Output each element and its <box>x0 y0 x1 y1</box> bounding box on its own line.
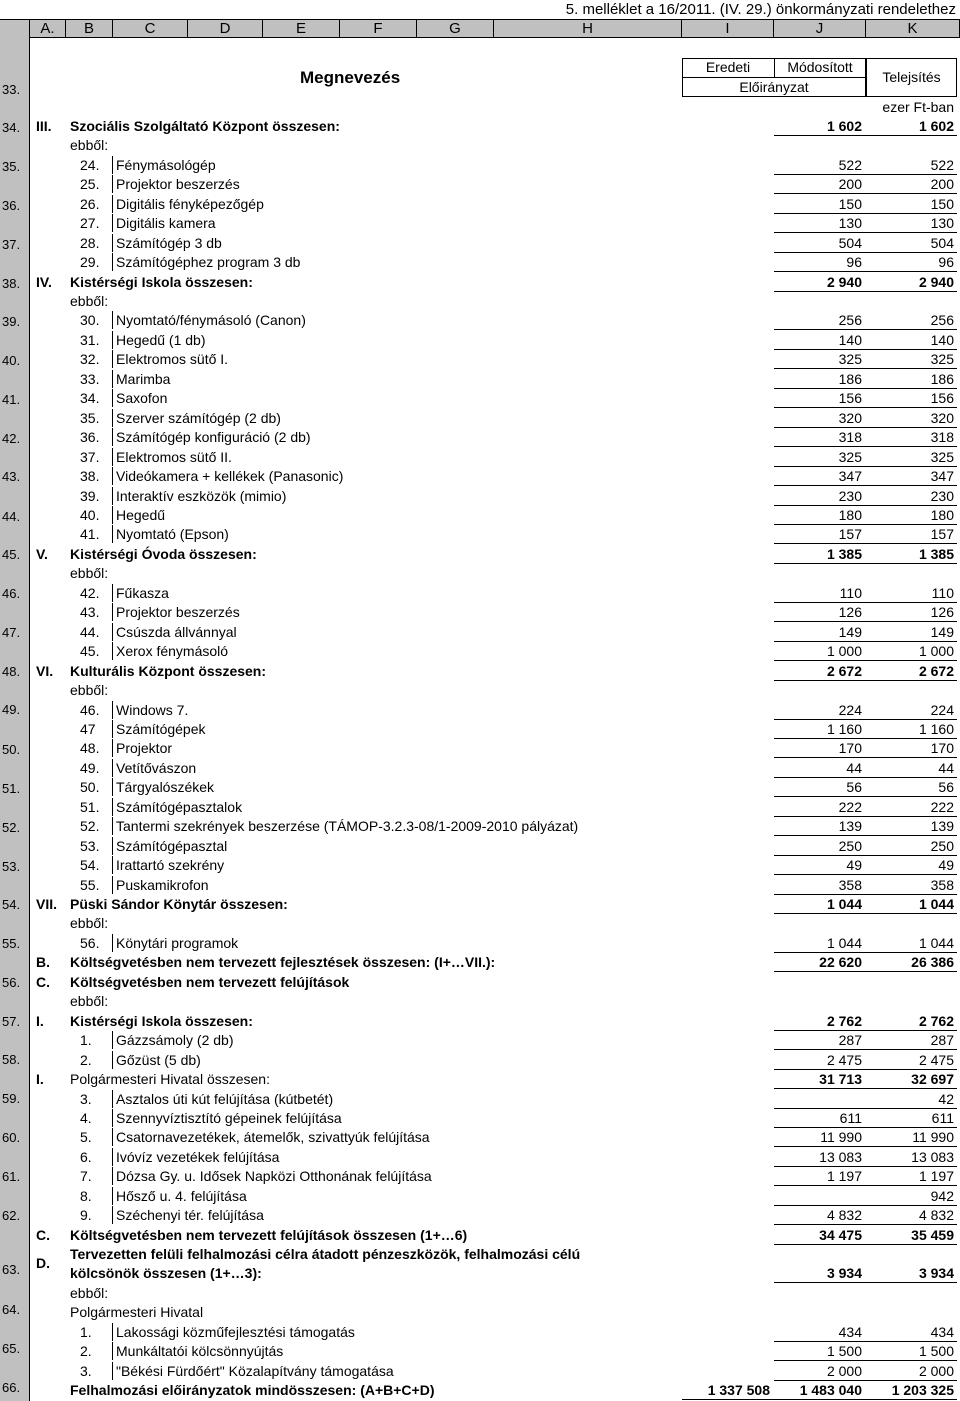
telejesites-value: 200 <box>930 176 954 192</box>
row-number[interactable]: 46. <box>2 586 21 601</box>
item-name: Költségvetésben nem tervezett fejlesztések összesen: (I+…VII.): <box>70 954 496 970</box>
telejesites-value: 1 160 <box>918 721 954 737</box>
modositott-value: 1 483 040 <box>799 1382 862 1398</box>
modositott-value: 2 762 <box>826 1013 862 1029</box>
modositott-value: 130 <box>838 215 862 231</box>
telejesites-value: 180 <box>930 507 954 523</box>
section-label: V. <box>36 546 48 562</box>
telejesites-value: 1 385 <box>918 546 954 562</box>
item-number: 47 <box>80 721 96 737</box>
telejesites-value: 1 044 <box>918 935 954 951</box>
modositott-value: 1 385 <box>826 546 862 562</box>
telejesites-value: 140 <box>930 332 954 348</box>
modositott-value: 140 <box>838 332 862 348</box>
item-name: Tervezetten felüli felhalmozási célra átadott pénzeszközök, felhalmozási célú <box>70 1246 581 1262</box>
item-name: Nyomtató/fénymásoló (Canon) <box>116 312 306 328</box>
modositott-value: 150 <box>838 196 862 212</box>
telejesites-value: 434 <box>930 1324 954 1340</box>
row-number[interactable]: 43. <box>2 469 21 484</box>
telejesites-value: 325 <box>930 351 954 367</box>
modositott-value: 4 832 <box>826 1207 862 1223</box>
item-name: Asztalos úti kút felújítása (kútbetét) <box>116 1091 334 1107</box>
item-number: 27. <box>80 215 100 231</box>
modositott-value: 287 <box>838 1032 862 1048</box>
telejesites-value: 224 <box>930 702 954 718</box>
row-number[interactable]: 47. <box>2 625 21 640</box>
item-name: Felhalmozási előirányzatok mindösszesen: (A+B+C+D) <box>70 1382 435 1398</box>
row-number[interactable]: 50. <box>2 742 21 757</box>
item-name: Projektor beszerzés <box>116 176 240 192</box>
column-header-e[interactable]: E <box>263 20 340 38</box>
modositott-value: 1 160 <box>826 721 862 737</box>
item-number: 5. <box>80 1129 92 1145</box>
item-name-cont: kölcsönök összesen (1+…3): <box>70 1265 262 1281</box>
telejesites-value: 287 <box>930 1032 954 1048</box>
telejesites-value: 325 <box>930 449 954 465</box>
item-name: Számítógépek <box>116 721 206 737</box>
column-header-j[interactable]: J <box>774 20 866 38</box>
item-number: 41. <box>80 526 100 542</box>
item-name: Csúszda állvánnyal <box>116 624 237 640</box>
telejesites-value: 150 <box>930 196 954 212</box>
modositott-value: 522 <box>838 157 862 173</box>
item-name: Szerver számítógép (2 db) <box>116 410 281 426</box>
item-number: 7. <box>80 1168 92 1184</box>
modositott-value: 325 <box>838 449 862 465</box>
item-number: 44. <box>80 624 100 640</box>
item-number: 2. <box>80 1052 92 1068</box>
modositott-value: 157 <box>838 526 862 542</box>
telejesites-value: 1 203 325 <box>891 1382 954 1398</box>
item-name: Irattartó szekrény <box>116 857 225 873</box>
modositott-value: 1 500 <box>826 1343 862 1359</box>
modositott-value: 200 <box>838 176 862 192</box>
item-number: 4. <box>80 1110 92 1126</box>
modositott-value: 256 <box>838 312 862 328</box>
item-name: Polgármesteri Hivatal összesen: <box>70 1071 270 1087</box>
item-name: Windows 7. <box>116 702 189 718</box>
item-number: 39. <box>80 488 100 504</box>
modositott-value: 139 <box>838 818 862 834</box>
item-number: 29. <box>80 254 100 270</box>
telejesites-value: 256 <box>930 312 954 328</box>
item-number: 42. <box>80 585 100 601</box>
eloiranyzat-header: Előirányzat <box>739 79 809 95</box>
modositott-value: 170 <box>838 740 862 756</box>
telejesites-value: 2 672 <box>918 663 954 679</box>
item-number: 28. <box>80 235 100 251</box>
modositott-value: 318 <box>838 429 862 445</box>
item-name: Fűkasza <box>116 585 169 601</box>
modositott-header: Módosított <box>787 59 853 75</box>
item-name: Tantermi szekrények beszerzése (TÁMOP-3.2.3-08/1-2009-2010 pályázat) <box>116 818 579 834</box>
telejesites-value: 11 990 <box>912 1129 954 1145</box>
item-name: Ivóvíz vezetékek felújítása <box>116 1149 280 1165</box>
item-number: 8. <box>80 1188 92 1204</box>
column-header-a[interactable]: A. <box>30 20 66 38</box>
item-number: 33. <box>80 371 100 387</box>
eredeti-header: Eredeti <box>705 59 751 75</box>
item-name: Munkáltatói kölcsönnyújtás <box>116 1343 284 1359</box>
telejesites-value: 126 <box>930 604 954 620</box>
telejesites-value: 1 044 <box>918 896 954 912</box>
row-number[interactable]: 35. <box>2 159 21 174</box>
item-number: 56. <box>80 935 100 951</box>
section-label: VII. <box>36 896 58 912</box>
modositott-value: 1 044 <box>826 935 862 951</box>
item-name: Számítógép 3 db <box>116 235 222 251</box>
row-number[interactable]: 54. <box>2 897 21 912</box>
row-number[interactable]: 41. <box>2 392 21 407</box>
modositott-value: 320 <box>838 410 862 426</box>
item-name: Lakossági közműfejlesztési támogatás <box>116 1324 355 1340</box>
modositott-value: 1 044 <box>826 896 862 912</box>
item-number: ebből: <box>70 565 109 581</box>
item-name: Püski Sándor Könytár összesen: <box>70 896 288 912</box>
telejesites-value: 49 <box>938 857 954 873</box>
item-name: Puskamikrofon <box>116 877 209 893</box>
item-name: Projektor beszerzés <box>116 604 240 620</box>
row-number[interactable]: 36. <box>2 198 21 213</box>
telejesites-value: 1 197 <box>918 1168 954 1184</box>
telejesites-value: 42 <box>938 1091 954 1107</box>
modositott-value: 230 <box>838 488 862 504</box>
modositott-value: 2 940 <box>826 274 862 290</box>
column-header-k[interactable]: K <box>866 20 960 38</box>
item-name: Videókamera + kellékek (Panasonic) <box>116 468 344 484</box>
telejesites-value: 250 <box>930 838 954 854</box>
telejesites-value: 110 <box>931 585 954 601</box>
item-name: Gőzüst (5 db) <box>116 1052 201 1068</box>
telejesites-value: 156 <box>930 390 954 406</box>
modositott-value: 1 602 <box>826 118 862 134</box>
row-number[interactable]: 51. <box>2 781 21 796</box>
modositott-value: 34 475 <box>819 1227 862 1243</box>
item-name: Saxofon <box>116 390 168 406</box>
row-number[interactable]: 37. <box>2 237 21 252</box>
telejesites-value: 149 <box>930 624 954 640</box>
modositott-value: 222 <box>838 799 862 815</box>
modositott-value: 224 <box>838 702 862 718</box>
modositott-value: 11 990 <box>820 1129 862 1145</box>
row-number[interactable]: 55. <box>2 936 21 951</box>
item-number: 25. <box>80 176 100 192</box>
row-number[interactable]: 44. <box>2 509 21 524</box>
telejesites-value: 358 <box>930 877 954 893</box>
item-number: 34. <box>80 390 100 406</box>
column-header-d[interactable]: D <box>188 20 263 38</box>
row-number[interactable]: 56. <box>2 975 21 990</box>
column-header-b[interactable]: B <box>66 20 113 38</box>
item-name: Kulturális Központ összesen: <box>70 663 267 679</box>
item-number: 3. <box>80 1091 92 1107</box>
row-number[interactable]: 61. <box>2 1169 21 1184</box>
telejesites-value: 318 <box>930 429 954 445</box>
item-number: 9. <box>80 1207 92 1223</box>
item-number: 55. <box>80 877 100 893</box>
row-number[interactable]: 42. <box>2 431 21 446</box>
modositott-value: 156 <box>838 390 862 406</box>
row-number[interactable]: 33. <box>2 82 21 97</box>
item-name: Xerox fénymásoló <box>116 643 229 659</box>
telejesites-value: 522 <box>930 157 954 173</box>
telejesites-value: 230 <box>930 488 954 504</box>
item-number: 49. <box>80 760 100 776</box>
telejesites-value: 130 <box>930 215 954 231</box>
row-number[interactable]: 66. <box>2 1380 21 1395</box>
row-number[interactable]: 57. <box>2 1014 21 1029</box>
modositott-value: 3 934 <box>826 1265 862 1281</box>
item-number: 24. <box>80 157 100 173</box>
telejesites-value: 2 940 <box>918 274 954 290</box>
row-number[interactable]: 58. <box>2 1052 21 1067</box>
column-header-g[interactable]: G <box>417 20 494 38</box>
telejesites-value: 186 <box>930 371 954 387</box>
telejesites-value: 611 <box>931 1110 954 1126</box>
item-number: 37. <box>80 449 100 465</box>
telejesites-value: 942 <box>930 1188 954 1204</box>
item-number: ebből: <box>70 682 109 698</box>
telejesites-value: 35 459 <box>911 1227 954 1243</box>
row-number[interactable]: 60. <box>2 1130 21 1145</box>
telejesites-value: 139 <box>930 818 954 834</box>
item-name: Szociális Szolgáltató Központ összesen: <box>70 118 340 134</box>
row-number[interactable]: 65. <box>2 1341 21 1356</box>
telejesites-value: 56 <box>938 779 954 795</box>
modositott-value: 504 <box>838 235 862 251</box>
item-number: 46. <box>80 702 100 718</box>
item-number: ebből: <box>70 993 109 1009</box>
modositott-value: 49 <box>846 857 862 873</box>
row-number[interactable]: 49. <box>2 702 21 717</box>
item-name: Hegedű (1 db) <box>116 332 206 348</box>
telejesites-value: 3 934 <box>918 1265 954 1281</box>
modositott-value: 325 <box>838 351 862 367</box>
modositott-value: 2 672 <box>826 663 862 679</box>
modositott-value: 186 <box>838 371 862 387</box>
section-label: IV. <box>36 274 52 290</box>
item-name: Projektor <box>116 740 173 756</box>
item-number: 51. <box>80 799 100 815</box>
item-number: 40. <box>80 507 100 523</box>
item-number: 38. <box>80 468 100 484</box>
item-name: Nyomtató (Epson) <box>116 526 229 542</box>
section-label: B. <box>36 954 50 970</box>
modositott-value: 611 <box>839 1110 862 1126</box>
modositott-value: 347 <box>838 468 862 484</box>
item-number: 32. <box>80 351 100 367</box>
column-header-f[interactable]: F <box>340 20 417 38</box>
item-name: Hősző u. 4. felújítása <box>116 1188 247 1204</box>
item-number: 30. <box>80 312 100 328</box>
modositott-value: 22 620 <box>819 954 862 970</box>
item-number: 2. <box>80 1343 92 1359</box>
item-name: Digitális kamera <box>116 215 216 231</box>
telejesites-value: 4 832 <box>918 1207 954 1223</box>
modositott-value: 1 000 <box>826 643 862 659</box>
telejesites-value: 32 697 <box>911 1071 954 1087</box>
modositott-value: 180 <box>838 507 862 523</box>
telejesites-value: 2 762 <box>918 1013 954 1029</box>
row-number[interactable]: 63. <box>2 1262 21 1277</box>
column-header-bar <box>0 19 960 38</box>
item-number: 36. <box>80 429 100 445</box>
item-name: Elektromos sütő I. <box>116 351 229 367</box>
item-number: ebből: <box>70 915 109 931</box>
item-name: Dózsa Gy. u. Idősek Napközi Otthonának felújítása <box>116 1168 432 1184</box>
row-number[interactable]: 39. <box>2 314 21 329</box>
modositott-value: 2 000 <box>826 1363 862 1379</box>
row-number[interactable]: 64. <box>2 1302 21 1317</box>
item-name: Kistérségi Iskola összesen: <box>70 1013 253 1029</box>
modositott-value: 110 <box>839 585 862 601</box>
row-number[interactable]: 52. <box>2 820 21 835</box>
telejesites-value: 320 <box>930 410 954 426</box>
telejesites-value: 170 <box>930 740 954 756</box>
item-name: Digitális fényképezőgép <box>116 196 264 212</box>
item-name: Hegedű <box>116 507 166 523</box>
item-name: Kistérségi Iskola összesen: <box>70 274 253 290</box>
item-number: 31. <box>80 332 100 348</box>
item-name: Költségvetésben nem tervezett felújítások összesen (1+…6) <box>70 1227 468 1243</box>
section-label: I. <box>36 1071 44 1087</box>
telejesites-value: 157 <box>930 526 954 542</box>
item-number: 35. <box>80 410 100 426</box>
modositott-value: 31 713 <box>819 1071 862 1087</box>
column-header-i[interactable]: I <box>682 20 774 38</box>
item-name: Széchenyi tér. felújítása <box>116 1207 264 1223</box>
item-number: 45. <box>80 643 100 659</box>
item-name: Vetítővászon <box>116 760 197 776</box>
item-number: 3. <box>80 1363 92 1379</box>
row-number[interactable]: 34. <box>2 120 21 135</box>
modositott-value: 56 <box>846 779 862 795</box>
item-name: Számítógépasztal <box>116 838 228 854</box>
telejesites-value: 347 <box>930 468 954 484</box>
row-number[interactable]: 48. <box>2 664 21 679</box>
item-name: Fénymásológép <box>116 157 216 173</box>
section-label: III. <box>36 118 52 134</box>
item-number: 52. <box>80 818 100 834</box>
telejesites-value: 96 <box>938 254 954 270</box>
item-name: Költségvetésben nem tervezett felújítások <box>70 974 350 990</box>
column-header-h[interactable]: H <box>494 20 682 38</box>
unit-label: ezer Ft-ban <box>882 99 954 115</box>
row-number[interactable]: 59. <box>2 1091 21 1106</box>
item-name: Elektromos sütő II. <box>116 449 232 465</box>
document-header-note: 5. melléklet a 16/2011. (IV. 29.) önkormányzati rendelethez <box>565 1 956 18</box>
row-number[interactable]: 62. <box>2 1208 21 1223</box>
telejesites-value: 2 000 <box>918 1363 954 1379</box>
item-number: ebből: <box>70 1285 109 1301</box>
telejesites-value: 13 083 <box>911 1149 954 1165</box>
telejesites-value: 44 <box>938 760 954 776</box>
item-number: 6. <box>80 1149 92 1165</box>
row-number[interactable]: 38. <box>2 276 21 291</box>
item-name: Kistérségi Óvoda összesen: <box>70 546 257 562</box>
item-number: 53. <box>80 838 100 854</box>
telejesites-value: 26 386 <box>911 954 954 970</box>
telejesites-value: 1 500 <box>918 1343 954 1359</box>
item-number: 50. <box>80 779 100 795</box>
telejesites-value: 2 475 <box>918 1052 954 1068</box>
item-number: 43. <box>80 604 100 620</box>
section-label: C. <box>36 974 50 990</box>
item-number: 1. <box>80 1324 92 1340</box>
megnevezes-header: Megnevezés <box>300 68 401 87</box>
modositott-value: 434 <box>838 1324 862 1340</box>
item-number: 48. <box>80 740 100 756</box>
telejesites-value: 1 602 <box>918 118 954 134</box>
telejesites-value: 504 <box>930 235 954 251</box>
eredeti-value: 1 337 508 <box>707 1382 770 1398</box>
modositott-value: 13 083 <box>819 1149 862 1165</box>
item-number: ebből: <box>70 293 109 309</box>
modositott-value: 149 <box>838 624 862 640</box>
item-number: 1. <box>80 1032 92 1048</box>
telejesites-value: 222 <box>930 799 954 815</box>
modositott-value: 358 <box>838 877 862 893</box>
modositott-value: 250 <box>838 838 862 854</box>
row-number[interactable]: 40. <box>2 353 21 368</box>
item-name: Számítógéphez program 3 db <box>116 254 301 270</box>
modositott-value: 96 <box>846 254 862 270</box>
modositott-value: 1 197 <box>826 1168 862 1184</box>
column-header-c[interactable]: C <box>113 20 188 38</box>
item-number: 54. <box>80 857 100 873</box>
item-name: Marimba <box>116 371 171 387</box>
column-corner[interactable] <box>0 20 30 38</box>
item-name: Polgármesteri Hivatal <box>70 1304 204 1320</box>
section-label: VI. <box>36 663 54 679</box>
item-name: Számítógépasztalok <box>116 799 243 815</box>
item-name: Csatornavezetékek, átemelők, szivattyúk felújítása <box>116 1129 430 1145</box>
item-name: Gázzsámoly (2 db) <box>116 1032 234 1048</box>
row-number[interactable]: 53. <box>2 859 21 874</box>
telejesites-value: 1 000 <box>918 643 954 659</box>
item-name: "Békési Fürdőért" Közalapítvány támogatása <box>116 1363 394 1379</box>
modositott-value: 44 <box>846 760 862 776</box>
item-name: Számítógép konfiguráció (2 db) <box>116 429 311 445</box>
section-label: D. <box>36 1255 50 1271</box>
section-label: I. <box>36 1013 44 1029</box>
section-label: C. <box>36 1227 50 1243</box>
item-name: Szennyvíztisztító gépeinek felújítása <box>116 1110 342 1126</box>
row-number[interactable]: 45. <box>2 547 21 562</box>
item-name: Könytári programok <box>116 935 239 951</box>
modositott-value: 2 475 <box>826 1052 862 1068</box>
modositott-value: 126 <box>838 604 862 620</box>
telejesites-header: Telejsítés <box>882 69 941 85</box>
item-name: Interaktív eszközök (mimio) <box>116 488 287 504</box>
item-number: 26. <box>80 196 100 212</box>
item-number: ebből: <box>70 137 109 153</box>
item-name: Tárgyalószékek <box>116 779 215 795</box>
